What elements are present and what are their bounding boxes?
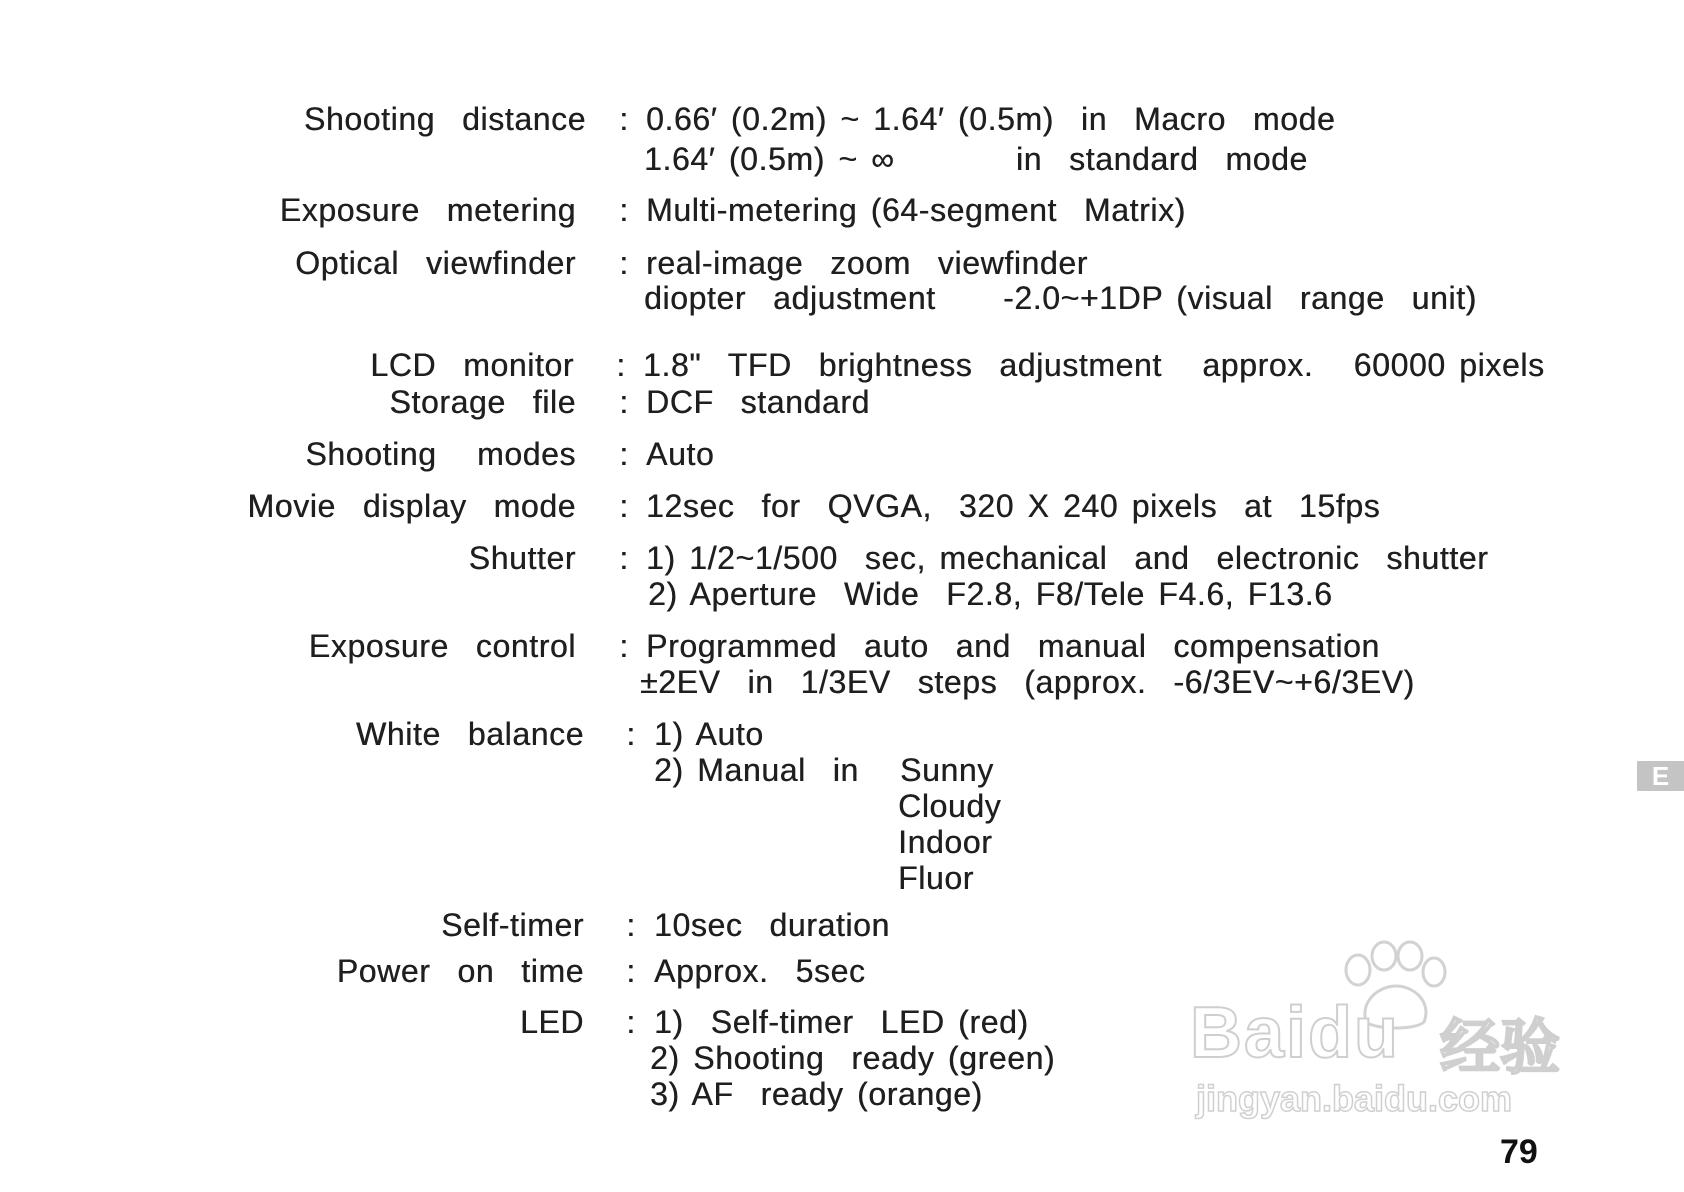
spec-value-led-3: 3) AF ready (orange) bbox=[650, 1076, 983, 1112]
colon-separator: : bbox=[619, 384, 629, 420]
colon-separator: : bbox=[619, 540, 629, 576]
spec-label-white-balance: White balance bbox=[355, 716, 584, 752]
spec-value-self-timer: 10sec duration bbox=[654, 907, 890, 943]
colon-separator: : bbox=[619, 101, 629, 137]
spec-value-shooting-distance-1: 0.66′ (0.2m) ~ 1.64′ (0.5m) in Macro mode bbox=[646, 101, 1336, 137]
spec-value-led-1: 1) Self-timer LED (red) bbox=[654, 1004, 1029, 1040]
spec-label-exposure-control: Exposure control bbox=[308, 628, 576, 664]
colon-separator: : bbox=[619, 628, 629, 664]
spec-value-optical-viewfinder-2: diopter adjustment -2.0~+1DP (visual range unit) bbox=[644, 280, 1477, 316]
spec-label-exposure-metering: Exposure metering bbox=[279, 192, 576, 228]
spec-value-lcd-monitor: 1.8" TFD brightness adjustment approx. 60000 pixels bbox=[643, 347, 1545, 383]
spec-value-white-balance-2: 2) Manual in bbox=[654, 752, 859, 788]
colon-separator: : bbox=[619, 488, 629, 524]
colon-separator: : bbox=[616, 347, 626, 383]
colon-separator: : bbox=[626, 1004, 636, 1040]
spec-value-shutter-1: 1) 1/2~1/500 sec, mechanical and electronic shutter bbox=[646, 540, 1489, 576]
spec-label-movie-display-mode: Movie display mode bbox=[247, 488, 576, 524]
watermark-brand: Baidu bbox=[1190, 993, 1401, 1073]
colon-separator: : bbox=[619, 192, 629, 228]
watermark-brand-suffix: 经验 bbox=[1440, 1013, 1560, 1083]
spec-label-storage-file: Storage file bbox=[389, 384, 576, 420]
spec-value-shooting-modes: Auto bbox=[646, 436, 715, 472]
white-balance-option: Sunny bbox=[900, 752, 994, 788]
colon-separator: : bbox=[626, 716, 636, 752]
white-balance-option: Indoor bbox=[898, 824, 993, 860]
watermark-url: jingyan.baidu.com bbox=[1196, 1078, 1513, 1119]
page-number: 79 bbox=[1500, 1133, 1538, 1171]
spec-label-lcd-monitor: LCD monitor bbox=[370, 347, 574, 383]
colon-separator: : bbox=[626, 907, 636, 943]
spec-value-storage-file: DCF standard bbox=[646, 384, 870, 420]
spec-label-shutter: Shutter bbox=[468, 540, 576, 576]
spec-value-optical-viewfinder-1: real-image zoom viewfinder bbox=[646, 245, 1088, 281]
spec-value-movie-display-mode: 12sec for QVGA, 320 X 240 pixels at 15fps bbox=[646, 488, 1381, 524]
spec-label-shooting-modes: Shooting modes bbox=[305, 436, 576, 472]
white-balance-option: Fluor bbox=[898, 860, 974, 896]
spec-label-power-on-time: Power on time bbox=[336, 953, 584, 989]
colon-separator: : bbox=[619, 245, 629, 281]
section-tab-marker: E bbox=[1637, 761, 1684, 791]
colon-separator: : bbox=[626, 953, 636, 989]
colon-separator: : bbox=[619, 436, 629, 472]
spec-value-shutter-2: 2) Aperture Wide F2.8, F8/Tele F4.6, F13.6 bbox=[648, 576, 1333, 612]
spec-value-exposure-control-2: ±2EV in 1/3EV steps (approx. -6/3EV~+6/3EV) bbox=[640, 664, 1415, 700]
spec-value-exposure-metering: Multi-metering (64-segment Matrix) bbox=[646, 192, 1186, 228]
spec-label-led: LED bbox=[519, 1004, 584, 1040]
spec-value-shooting-distance-2: 1.64′ (0.5m) ~ ∞ in standard mode bbox=[644, 141, 1308, 177]
spec-value-power-on-time: Approx. 5sec bbox=[654, 953, 866, 989]
spec-label-self-timer: Self-timer bbox=[441, 907, 584, 943]
spec-value-white-balance-1: 1) Auto bbox=[654, 716, 764, 752]
spec-label-optical-viewfinder: Optical viewfinder bbox=[295, 245, 576, 281]
spec-value-led-2: 2) Shooting ready (green) bbox=[650, 1040, 1056, 1076]
spec-value-exposure-control-1: Programmed auto and manual compensation bbox=[646, 628, 1380, 664]
spec-label-shooting-distance: Shooting distance bbox=[303, 101, 586, 137]
watermark-logo bbox=[1190, 940, 1590, 1125]
white-balance-option: Cloudy bbox=[898, 788, 1002, 824]
